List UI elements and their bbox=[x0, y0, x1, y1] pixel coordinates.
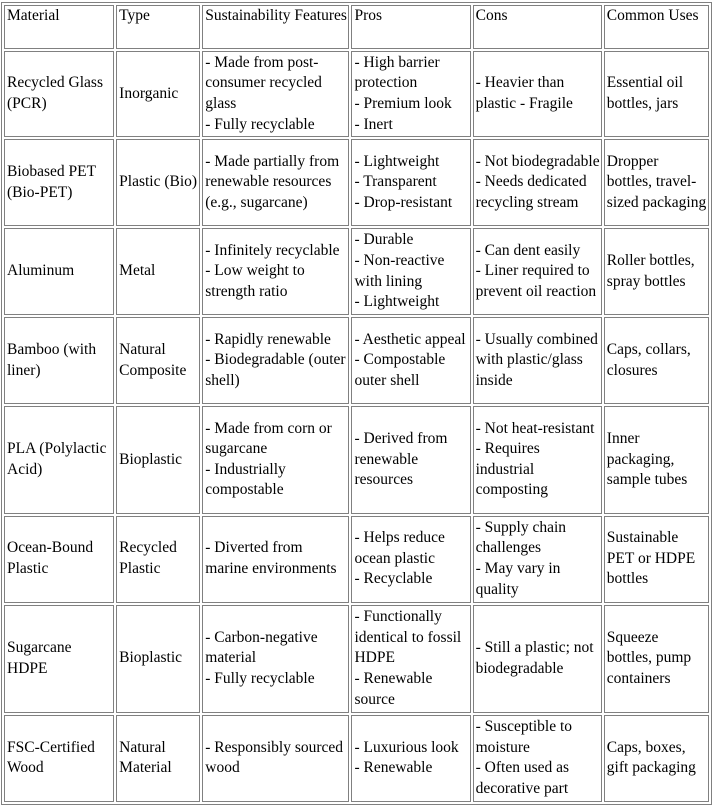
cell-features bbox=[202, 51, 349, 137]
cell-pros bbox=[351, 51, 470, 137]
header-row bbox=[4, 5, 709, 49]
cell-features-line: - Made from corn or sugarcane bbox=[205, 419, 332, 458]
cell-type: Natural Material bbox=[116, 715, 200, 802]
cell-pros-line: - Compostable outer shell bbox=[354, 351, 446, 389]
table-row bbox=[4, 139, 709, 226]
cell-uses: Essential oil bottles, jars bbox=[604, 51, 709, 137]
cell-uses: Roller bottles, spray bottles bbox=[604, 228, 709, 315]
cell-pros-line: - Helps reduce ocean plastic bbox=[354, 529, 445, 567]
header-common-uses: Common Uses bbox=[604, 5, 709, 49]
header-pros: Pros bbox=[351, 5, 470, 49]
cell-material: PLA (Polylactic Acid) bbox=[4, 406, 114, 513]
cell-features-line: - Low weight to strength ratio bbox=[205, 262, 305, 300]
cell-cons bbox=[473, 516, 602, 603]
cell-uses: Caps, collars, closures bbox=[604, 317, 709, 404]
cell-pros-line: - Luxurious look bbox=[354, 738, 459, 756]
cell-pros-line: - Lightweight bbox=[354, 152, 440, 170]
cell-uses: Inner packaging, sample tubes bbox=[604, 406, 709, 513]
cell-features-line: - Made from post-consumer recycled glass bbox=[205, 53, 322, 113]
cell-features bbox=[202, 605, 349, 713]
cell-material: FSC-Certified Wood bbox=[4, 715, 114, 802]
cell-cons-line: - Usually combined with plastic/glass inside bbox=[475, 330, 598, 389]
cell-cons bbox=[473, 317, 602, 404]
cell-features-line: - Infinitely recyclable bbox=[205, 241, 340, 259]
cell-features-line: - Rapidly renewable bbox=[205, 330, 331, 348]
cell-material: Ocean-Bound Plastic bbox=[4, 516, 114, 603]
cell-cons-line: - Supply chain challenges bbox=[475, 518, 567, 557]
cell-cons-line: - Requires industrial composting bbox=[475, 440, 548, 499]
cell-uses: Dropper bottles, travel-sized packaging bbox=[604, 139, 709, 226]
cell-cons bbox=[473, 715, 602, 802]
cell-cons bbox=[473, 51, 602, 137]
cell-cons bbox=[473, 139, 602, 226]
cell-features bbox=[202, 715, 349, 802]
cell-pros-line: - Functionally identical to fossil HDPE bbox=[354, 608, 462, 667]
cell-features-line: - Biodegradable (outer shell) bbox=[205, 351, 346, 389]
cell-pros-line: - Premium look bbox=[354, 95, 452, 113]
cell-pros-line: - Aesthetic appeal bbox=[354, 330, 466, 348]
materials-table bbox=[1, 2, 712, 805]
table-body bbox=[4, 51, 709, 802]
cell-features-line: - Carbon-negative material bbox=[205, 628, 318, 667]
cell-pros-line: - Lightweight bbox=[354, 293, 440, 311]
cell-features-line: - Fully recyclable bbox=[205, 115, 315, 133]
cell-type: Metal bbox=[116, 228, 200, 315]
cell-cons-line: - Liner required to prevent oil reaction bbox=[475, 262, 597, 300]
cell-features-line: - Diverted from marine environments bbox=[205, 539, 337, 578]
cell-material: Aluminum bbox=[4, 228, 114, 315]
cell-material: Sugarcane HDPE bbox=[4, 605, 114, 713]
table-row bbox=[4, 228, 709, 315]
table-row bbox=[4, 715, 709, 802]
cell-pros-line: - Renewable bbox=[354, 759, 433, 777]
cell-pros-line: - Recyclable bbox=[354, 570, 433, 588]
header-cons: Cons bbox=[473, 5, 602, 49]
cell-type: Bioplastic bbox=[116, 605, 200, 713]
cell-pros bbox=[351, 605, 470, 713]
cell-features bbox=[202, 317, 349, 404]
cell-cons-line: - Not biodegradable - Needs dedicated recycling stream bbox=[475, 152, 600, 211]
cell-features bbox=[202, 406, 349, 513]
cell-cons-line: - Can dent easily bbox=[475, 241, 581, 259]
cell-pros-line: - Transparent bbox=[354, 173, 437, 191]
cell-uses: Sustainable PET or HDPE bottles bbox=[604, 516, 709, 603]
table-row bbox=[4, 51, 709, 137]
cell-features bbox=[202, 228, 349, 315]
header-material: Material bbox=[4, 5, 114, 49]
cell-cons bbox=[473, 406, 602, 513]
header-type: Type bbox=[116, 5, 200, 49]
cell-pros bbox=[351, 516, 470, 603]
cell-pros-line: - Durable bbox=[354, 231, 414, 249]
cell-pros-line: - Derived from renewable resources bbox=[354, 429, 448, 489]
header-sustainability-features: Sustainability Features bbox=[202, 5, 349, 49]
cell-features-line: - Responsibly sourced wood bbox=[205, 738, 344, 777]
cell-cons-line: - Not heat-resistant bbox=[475, 419, 595, 437]
table-row bbox=[4, 406, 709, 513]
cell-type: Recycled Plastic bbox=[116, 516, 200, 603]
cell-type: Natural Composite bbox=[116, 317, 200, 404]
cell-cons-line: - Often used as decorative part bbox=[475, 759, 570, 798]
cell-cons-line: - Still a plastic; not biodegradable bbox=[475, 639, 594, 677]
table-row bbox=[4, 516, 709, 603]
cell-pros-line: - Inert bbox=[354, 115, 393, 133]
cell-type: Plastic (Bio) bbox=[116, 139, 200, 226]
cell-features-line: - Made partially from renewable resources (e.g., sugarcane) bbox=[205, 152, 340, 211]
cell-pros bbox=[351, 715, 470, 802]
cell-material: Bamboo (with liner) bbox=[4, 317, 114, 404]
cell-pros-line: - High barrier protection bbox=[354, 53, 440, 92]
cell-pros bbox=[351, 317, 470, 404]
cell-uses: Squeeze bottles, pump containers bbox=[604, 605, 709, 713]
cell-type: Inorganic bbox=[116, 51, 200, 137]
cell-pros bbox=[351, 139, 470, 226]
cell-type: Bioplastic bbox=[116, 406, 200, 513]
table-row bbox=[4, 317, 709, 404]
cell-uses: Caps, boxes, gift packaging bbox=[604, 715, 709, 802]
table-row bbox=[4, 605, 709, 713]
cell-pros bbox=[351, 406, 470, 513]
cell-features bbox=[202, 139, 349, 226]
cell-pros-line: - Renewable source bbox=[354, 670, 433, 708]
cell-cons bbox=[473, 228, 602, 315]
cell-cons-line: - May vary in quality bbox=[475, 560, 561, 598]
cell-features bbox=[202, 516, 349, 603]
cell-cons bbox=[473, 605, 602, 713]
cell-cons-line: - Heavier than plastic - Fragile bbox=[475, 74, 573, 113]
cell-cons-line: - Susceptible to moisture bbox=[475, 718, 573, 756]
cell-pros bbox=[351, 228, 470, 315]
cell-features-line: - Industrially compostable bbox=[205, 460, 286, 499]
cell-material: Recycled Glass (PCR) bbox=[4, 51, 114, 137]
cell-features-line: - Fully recyclable bbox=[205, 670, 315, 688]
cell-pros-line: - Non-reactive with lining bbox=[354, 252, 445, 290]
cell-material: Biobased PET (Bio-PET) bbox=[4, 139, 114, 226]
cell-pros-line: - Drop-resistant bbox=[354, 193, 453, 211]
